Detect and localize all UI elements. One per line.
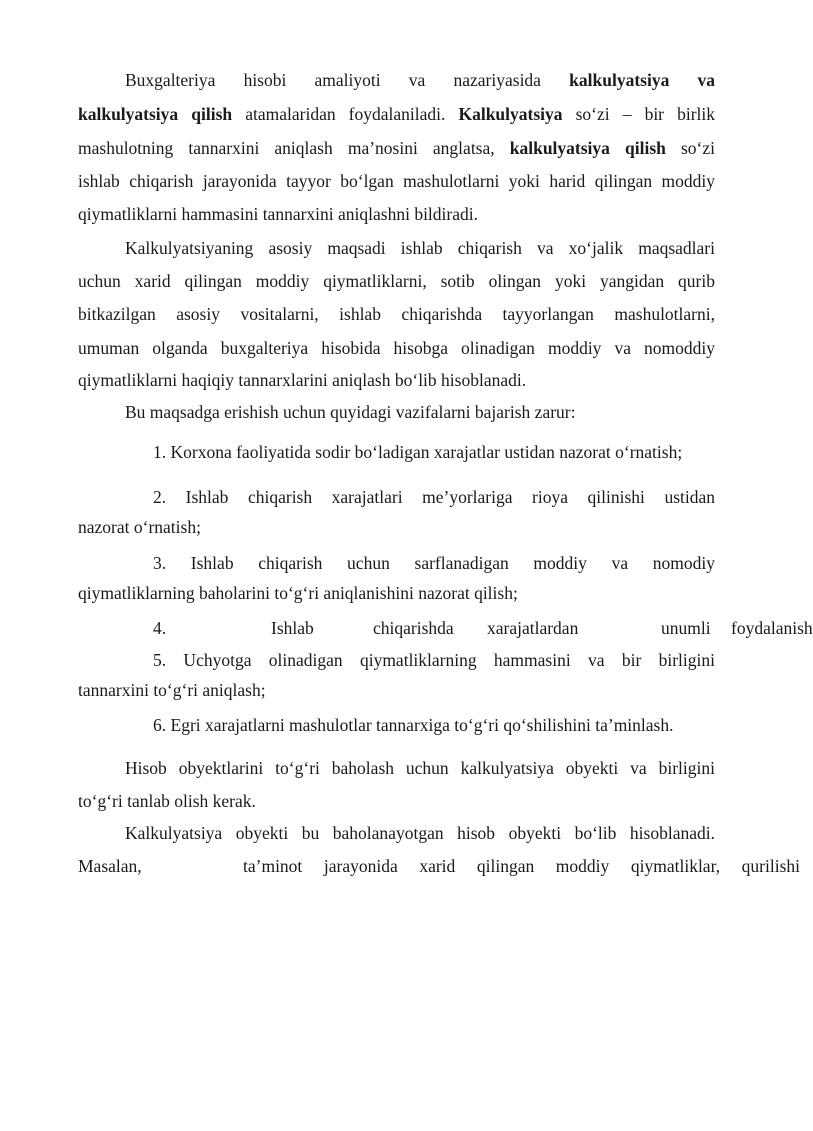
- list-item-3-line-2: qiymatliklarning baholarini to‘g‘ri aniqlanishini nazorat qilish;: [78, 583, 518, 603]
- p1-l3-text-2: so‘zi: [681, 138, 716, 158]
- p1-l2-bold-term-2: Kalkulyatsiya: [458, 104, 563, 124]
- p2-line-1: Kalkulyatsiyaning asosiy maqsadi ishlab chiqarish va xo‘jalik maqsadlari: [125, 238, 715, 258]
- p1-l1-text: Buxgalteriya hisobi amaliyoti va nazariyasida: [125, 70, 541, 90]
- p5-l2-word-1: Masalan,: [78, 856, 142, 876]
- p1-l3-bold: kalkulyatsiya qilish: [509, 138, 666, 158]
- p1-line-4: ishlab chiqarish jarayonida tayyor bo‘lgan mashulotlarni yoki harid qilingan moddiy: [78, 171, 715, 191]
- list-item-4-word-5: foydalanish: [731, 618, 813, 638]
- p3-line-1: Bu maqsadga erishish uchun quyidagi vazifalarni bajarish zarur:: [125, 402, 576, 422]
- list-item-3-line-1: 3. Ishlab chiqarish uchun sarflanadigan moddiy va nomodiy: [153, 553, 715, 573]
- list-item-4-word-1: Ishlab: [271, 618, 314, 638]
- p5-line-1: Kalkulyatsiya obyekti bu baholanayotgan hisob obyekti bo‘lib hisoblanadi.: [125, 823, 715, 843]
- list-item-2-line-1: 2. Ishlab chiqarish xarajatlari me’yorlariga rioya qilinishi ustidan: [153, 487, 715, 507]
- p1-line-2: [78, 103, 715, 125]
- p2-line-3: bitkazilgan asosiy vositalarni, ishlab chiqarishda tayyorlangan mashulotlarni,: [78, 304, 715, 324]
- p1-l2-text: atamalaridan foydalaniladi.: [245, 104, 446, 124]
- list-item-6: 6. Egri xarajatlarni mashulotlar tannarxiga to‘g‘ri qo‘shilishini ta’minlash.: [153, 715, 674, 735]
- list-item-2-line-2: nazorat o‘rnatish;: [78, 517, 201, 537]
- p2-line-5: qiymatliklarni haqiqiy tannarxlarini aniqlash bo‘lib hisoblanadi.: [78, 370, 527, 390]
- p2-line-4: umuman olganda buxgalteriya hisobida hisobga olinadigan moddiy va nomoddiy: [78, 338, 715, 358]
- p1-line-5: qiymatliklarni hammasini tannarxini aniqlashni bildiradi.: [78, 204, 478, 224]
- p1-l2-bold-term: kalkulyatsiya qilish: [78, 104, 233, 124]
- list-item-1: 1. Korxona faoliyatida sodir bo‘ladigan xarajatlar ustidan nazorat o‘rnatish;: [153, 442, 683, 462]
- list-item-5-line-2: tannarxini to‘g‘ri aniqlash;: [78, 680, 266, 700]
- p4-line-2: to‘g‘ri tanlab olish kerak.: [78, 791, 256, 811]
- p5-line-2: [78, 855, 800, 877]
- p1-l3-text: mashulotning tannarxini aniqlash ma’nosini anglatsa,: [78, 138, 495, 158]
- p1-line-1: [125, 69, 715, 91]
- list-item-4-word-2: chiqarishda: [373, 618, 454, 638]
- p1-l2-text-2: so‘zi – bir birlik: [575, 104, 716, 124]
- p1-l1-bold: kalkulyatsiya va: [569, 70, 715, 90]
- list-item-5-line-1: 5. Uchyotga olinadigan qiymatliklarning hammasini va bir birligini: [153, 650, 715, 670]
- p5-l2-rest: ta’minot jarayonida xarid qilingan moddiy qiymatliklar, qurilishi: [243, 856, 800, 876]
- p4-line-1: Hisob obyektlarini to‘g‘ri baholash uchun kalkulyatsiya obyekti va birligini: [125, 758, 715, 778]
- list-item-4-word-4: unumli: [661, 618, 711, 638]
- list-item-4-number: 4.: [153, 618, 167, 638]
- p2-line-2: uchun xarid qilingan moddiy qiymatliklarni, sotib olingan yoki yangidan qurib: [78, 271, 715, 291]
- list-item-4-word-3: xarajatlardan: [487, 618, 579, 638]
- list-item-4: [153, 617, 813, 639]
- p1-line-3: [78, 137, 715, 159]
